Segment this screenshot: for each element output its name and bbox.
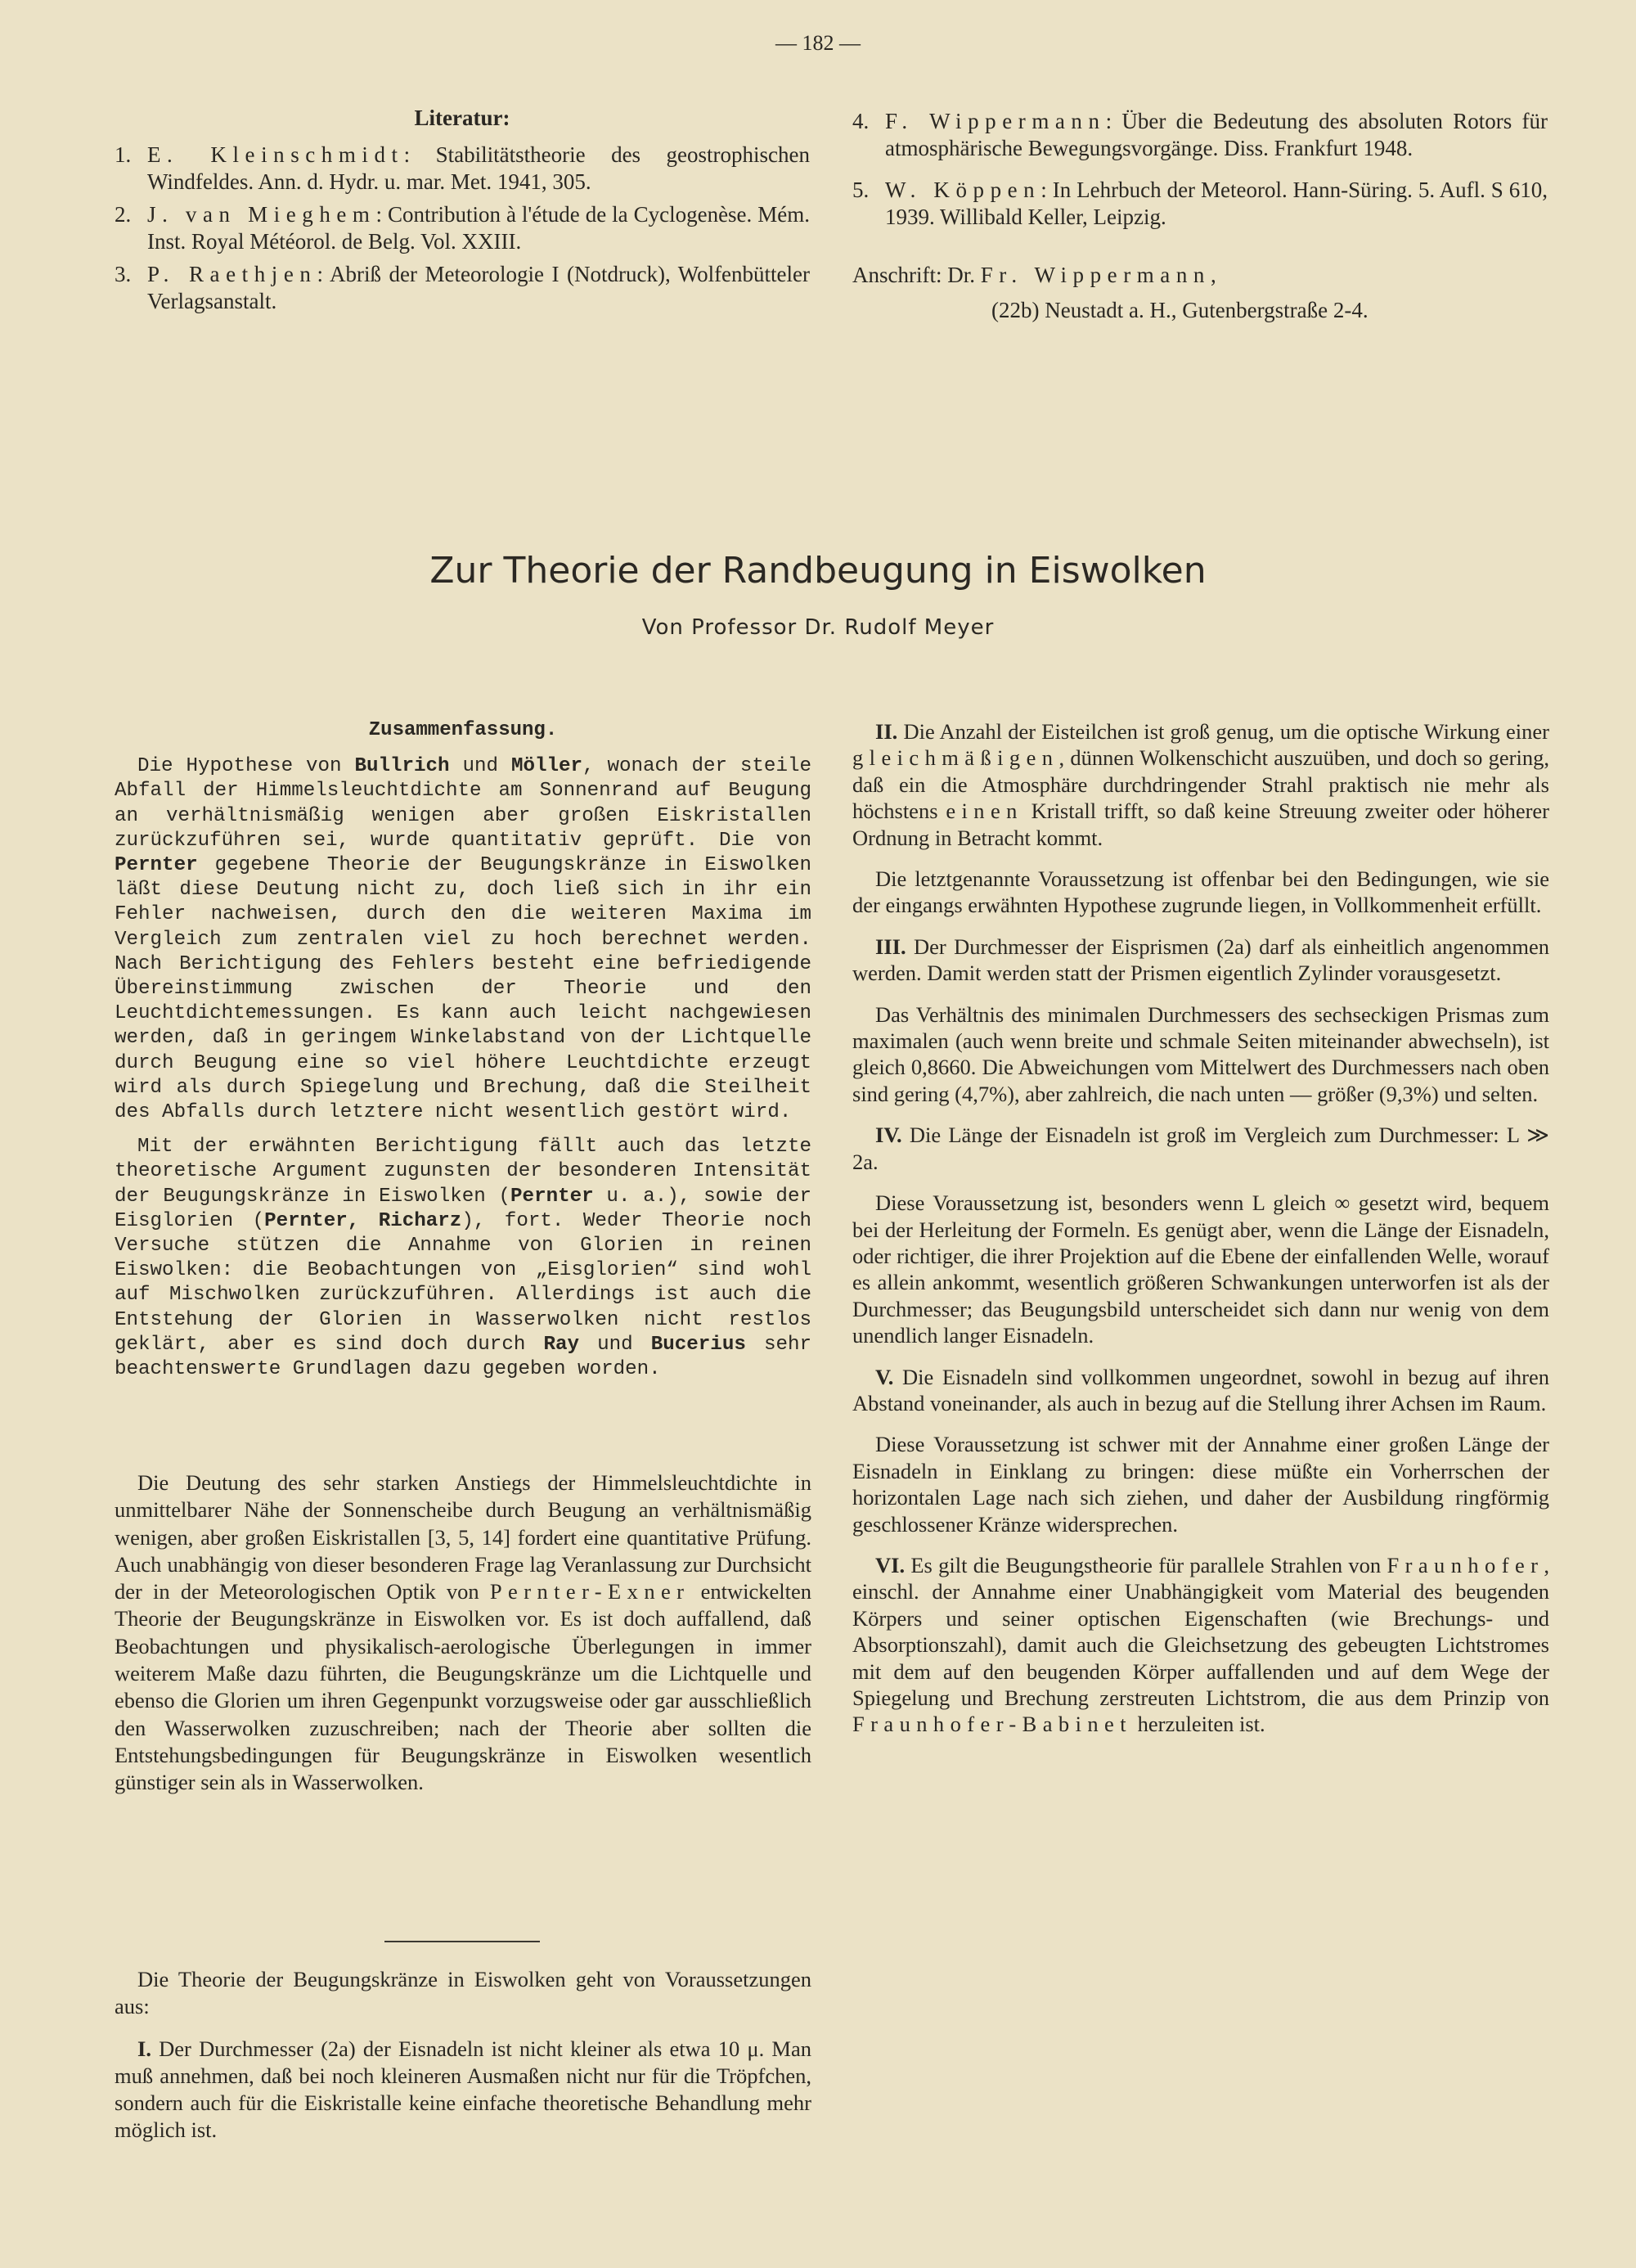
reference-text: J. van Mieghem: Contribution à l'étude de la Cyclogenèse. Mém. Inst. Royal Météorol. de Belg. Vol. XXIII.: [147, 202, 810, 254]
body-paragraph: Diese Voraussetzung ist schwer mit der Annahme einer großen Länge der Eisnadeln in Einklang zu bringen: diese müßte ein Vorherrschen der horizontalen Lage nach sich ziehen, und daher der Ausbildung ringförmig geschlossener Kränze widersprechen.: [852, 1432, 1549, 1537]
literature-left-column: [115, 105, 810, 321]
reference-author: J. van Mieghem: [147, 202, 376, 227]
summary-section: [115, 718, 811, 1392]
left-body-column: [115, 1469, 811, 1811]
reference-text: P. Raethjen: Abriß der Meteorologie I (Notdruck), Wolfenbütteler Verlagsanstalt.: [147, 262, 811, 313]
assumption-VI: VI. Es gilt die Beugungstheorie für parallele Strahlen von Fraunhofer, einschl. der Annahme einer Unabhängigkeit vom Material des beugenden Körpers und seiner optischen Eigenschaften (wie Brechungs- und Absorptionszahl), damit auch die Gleichsetzung des gebeugten Lichtstromes mit dem auf den beugenden Körper auffallenden und auf dem Wege der Spiegelung und Brechung zerstreuten Lichtstrom, die aus dem Prinzip von Fraunhofer-Babinet herzuleiten ist.: [852, 1552, 1549, 1737]
body-paragraph: Diese Voraussetzung ist, besonders wenn L gleich ∞ gesetzt wird, bequem bei der Herleitung der Formeln. Es genügt aber, wenn die Länge der Eisnadeln, oder richtiger, die ihrer Projektion auf die Ebene der einfallenden Welle, worauf es allein ankommt, wesentlich größeren Schwankungen unterworfen ist als der Durchmesser; das Beugungsbild unterscheidet sich dann nur wenig von dem unendlich langer Eisnadeln.: [852, 1190, 1549, 1348]
assumption-I: I. Der Durchmesser (2a) der Eisnadeln ist nicht kleiner als etwa 10 μ. Man muß annehmen, daß bei noch kleineren Ausmaßen nicht nur für die Tröpfchen, sondern auch für die Eiskristalle keine einfache theoretische Behandlung mehr möglich ist.: [115, 2036, 811, 2143]
left-body-column-lower: [115, 1966, 811, 2159]
assumption-V: V. Die Eisnadeln sind vollkommen ungeordnet, sowohl in bezug auf ihren Abstand voneinander, als auch in bezug auf die Stellung ihrer Achsen im Raum.: [852, 1364, 1549, 1415]
reference-item: [115, 201, 810, 255]
reference-item: [852, 108, 1548, 162]
section-divider: [384, 1941, 540, 1942]
assumption-IV: IV. Die Länge der Eisnadeln ist groß im Vergleich zum Durchmesser: L ≫ 2a.: [852, 1123, 1549, 1174]
article-title: Zur Theorie der Randbeugung in Eiswolken: [429, 550, 1207, 592]
address-name: Fr. Wippermann: [980, 263, 1211, 287]
summary-paragraph: Mit der erwähnten Berichtigung fällt auch das letzte theoretische Argument zugunsten der besonderen Intensität der Beugungskränze in Eiswolken (Pernter u. a.), sowie der Eisglorien (Pernter, Richarz), fort. Weder Theorie noch Versuche stützen die Annahme von Glorien in reinen Eiswolken: die Beobachtungen von „Eisglorien“ sind wohl auf Mischwolken zurückzuführen. Allerdings ist auch die Entstehung der Glorien in Wasserwolken nicht restlos geklärt, aber es sind doch durch Ray und Bucerius sehr beachtenswerte Grundlagen dazu gegeben worden.: [115, 1136, 812, 1381]
body-paragraph: Das Verhältnis des minimalen Durchmessers des sechseckigen Prismas zum maximalen (auch wenn breite und schmale Seiten miteinander abwechseln), ist gleich 0,8660. Die Abweichungen vom Mittelwert des Durchmessers nach oben sind gering (4,7%), aber zahlreich, die nach unten — größer (9,3%) und selten.: [852, 1001, 1549, 1106]
reference-item: [115, 142, 810, 196]
body-paragraph: Die letztgenannte Voraussetzung ist offenbar bei den Bedingungen, wie sie der eingangs erwähnten Hypothese zugrunde liegen, in Vollkommenheit erfüllt.: [852, 866, 1549, 918]
body-paragraph: Die Theorie der Beugungskränze in Eiswolken geht von Voraussetzungen aus:: [115, 1967, 811, 2019]
reference-author: W. Köppen: [885, 178, 1041, 202]
reference-text: F. Wippermann: Über die Bedeutung des absoluten Rotors für atmosphärische Bewegungsvorgänge. Diss. Frankfurt 1948.: [885, 109, 1548, 160]
reference-text: W. Köppen: In Lehrbuch der Meteorol. Hann-Süring. 5. Aufl. S 610, 1939. Willibald Keller, Leipzig.: [885, 178, 1548, 229]
right-body-column: [852, 718, 1549, 1753]
literature-right-column: [852, 108, 1548, 324]
body-paragraph: Die Deutung des sehr starken Anstiegs der Himmelsleuchtdichte in unmittelbarer Nähe der Sonnenscheibe durch Beugung an verhältnismäßig wenigen, aber großen Eiskristallen [3, 5, 14] fordert eine quantitative Prüfung. Auch unabhängig von dieser besonderen Frage lag Veranlassung zur Durchsicht der in der Meteorologischen Optik von Pernter-Exner entwickelten Theorie der Beugungskränze in Eiswolken vor. Es ist doch auffallend, daß Beobachtungen und physikalisch-aerologische Überlegungen in immer weiterem Maße dazu führten, die Beugungskränze um die Lichtquelle und ebenso die Glorien um ihren Gegenpunkt vorzugsweise oder gar ausschließlich den Wasserwolken zuzuschreiben; nach der Theorie aber sollten die Entstehungsbedingungen für Beugungskränze in Eiswolken wesentlich günstiger sein als in Wasserwolken.: [115, 1470, 811, 1795]
reference-author: E. Kleinschmidt: [147, 142, 404, 167]
reference-number: 1.: [115, 142, 132, 167]
reference-text: E. Kleinschmidt: Stabilitätstheorie des geostrophischen Windfeldes. Ann. d. Hydr. u. mar. Met. 1941, 305.: [147, 142, 811, 194]
address-line-1: Anschrift: Dr. Fr. Wippermann,: [852, 263, 1216, 287]
reference-author: F. Wippermann: [885, 109, 1106, 133]
reference-item: [115, 261, 810, 315]
assumption-III: III. Der Durchmesser der Eisprismen (2a) darf als einheitlich angenommen werden. Damit werden statt der Prismen eigentlich Zylinder vorausgesetzt.: [852, 934, 1549, 986]
assumption-II: II. Die Anzahl der Eisteilchen ist groß genug, um die optische Wirkung einer gleichmäßigen, dünnen Wolkenschicht auszuüben, und doch so gering, daß ein die Atmosphäre durchdringender Strahl praktisch nie mehr als höchstens einen Kristall trifft, so daß keine Streuung zweiter oder höherer Ordnung in Betracht kommt.: [852, 719, 1550, 850]
summary-paragraph: Die Hypothese von Bullrich und Möller, wonach der steile Abfall der Himmelsleuchtdichte am Sonnenrand auf Beugung an verhältnismäßig wenigen aber großen Eiskristallen zurückzuführen sei, wurde quantitativ geprüft. Die von Pernter gegebene Theorie der Beugungskränze in Eiswolken läßt diese Deutung nicht zu, doch ließ sich in ihr ein Fehler nachweisen, durch den die weiteren Maxima im Vergleich zum zentralen viel zu hoch berechnet werden. Nach Berichtigung des Fehlers besteht eine befriedigende Übereinstimmung zwischen der Theorie und den Leuchtdichtemessungen. Es kann auch leicht nachgewiesen werden, daß in geringem Winkelabstand von der Lichtquelle durch Beugung eine so viel höhere Leuchtdichte erzeugt wird als durch Spiegelung und Brechung, daß die Steilheit des Abfalls durch letztere nicht wesentlich gestört wird.: [115, 755, 811, 1124]
reference-number: 3.: [115, 262, 132, 286]
summary-heading: Zusammenfassung.: [368, 719, 558, 741]
reference-item: [852, 177, 1548, 231]
literature-heading: Literatur:: [414, 106, 510, 130]
address-line-2: (22b) Neustadt a. H., Gutenbergstraße 2-4.: [991, 298, 1369, 322]
article-byline: Von Professor Dr. Rudolf Meyer: [641, 615, 995, 640]
author-address: [852, 262, 1548, 324]
reference-number: 4.: [852, 109, 870, 133]
reference-author: P. Raethjen: [147, 262, 317, 286]
reference-number: 2.: [115, 202, 132, 227]
reference-number: 5.: [852, 178, 870, 202]
page-number: — 182 —: [775, 31, 861, 55]
